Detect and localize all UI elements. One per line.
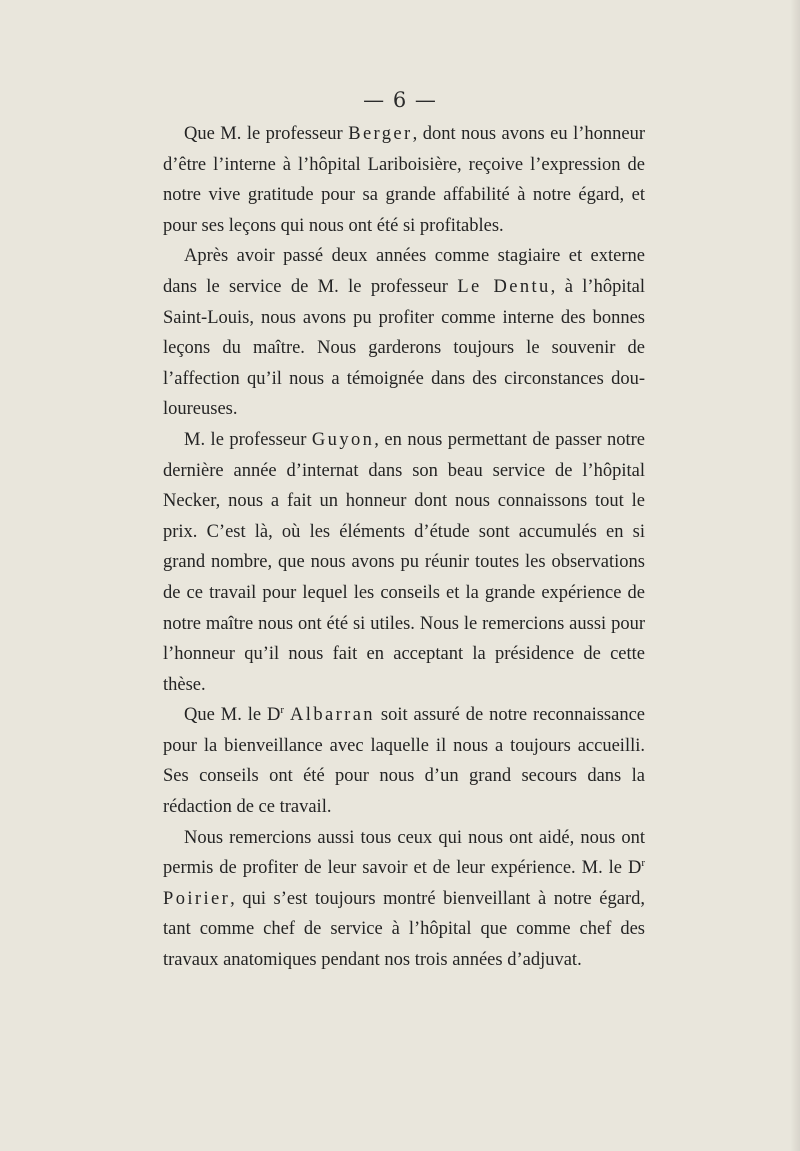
paragraph-4-text-b: soit assuré de notre reconnaissance pour la bienveillance avec laquelle il nous a toujours accueilli. Ses conseils ont été pour nous d’un grand secours dans la rédaction de ce travail. <box>163 705 646 818</box>
doctor-superscript: r <box>641 857 645 870</box>
paragraph-2-text-a: Après avoir passé deux années comme stagiaire et externe dans le service de M. le professeur <box>163 246 645 297</box>
name-guyon: Guyon <box>311 429 375 450</box>
paragraph-3-text-b: , en nous permettant de passer notre dernière année d’internat dans son beau service de l’hôpital Necker, nous a fait un honneur dont nous connaissons tout le prix. C’est là, où les éléments d’étude sont accumulés en si grand nombre, que nous avons pu réunir toutes les observations de ce travail pour lequel les conseils et la grande expérience de notre maître nous ont été si utiles. Nous le remercions aussi pour l’honneur qu’il nous fait en acceptant la présidence de cette thèse. <box>163 429 645 695</box>
paragraph-3 <box>163 425 645 700</box>
name-berger: Berger <box>348 124 413 144</box>
paragraph-2-text-b: , à l’hôpital Saint-Louis, nous avons pu profiter comme interne des bonnes leçons du maître. Nous garderons toujours le souvenir de l’affection qu’il nous a témoignée dans des circonstances douloureuses. <box>163 276 645 420</box>
paragraph-1-text-b: , dont nous avons eu l’honneur d’être l’interne à l’hôpital Lariboisière, reçoive l’expression de notre vive gratitude pour sa grande affabilité à notre égard, et pour ses leçons qui nous ont été si profitables. <box>163 124 645 236</box>
page-number: — 6 — <box>363 88 437 112</box>
paragraph-5-text-a: Nous remercions aussi tous ceux qui nous ont aidé, nous ont permis de profiter de leur savoir et de leur expérience. M. le D <box>163 827 645 879</box>
paragraph-1-text-a: Que M. le professeur <box>184 124 349 144</box>
paragraph-1 <box>163 119 645 241</box>
paragraph-4 <box>163 700 645 822</box>
paragraph-4-text-a: Que M. le D <box>184 705 281 726</box>
paragraph-2 <box>163 241 645 425</box>
paragraph-5-text-b: , qui s’est toujours montré bienveillant à notre égard, tant comme chef de service à l’hôpital que comme chef des travaux anatomiques pendant nos trois années d’adjuvat. <box>163 888 645 971</box>
doctor-superscript: r <box>280 704 285 717</box>
name-le-dentu: Le Dentu <box>457 276 551 297</box>
paragraph-3-text-a: M. le professeur <box>184 429 312 450</box>
page-edge-shadow <box>790 0 800 1151</box>
paragraph-5 <box>163 823 645 976</box>
name-poirier: Poirier <box>163 888 231 909</box>
body-text <box>163 119 645 976</box>
name-albarran: Albarran <box>290 705 375 726</box>
